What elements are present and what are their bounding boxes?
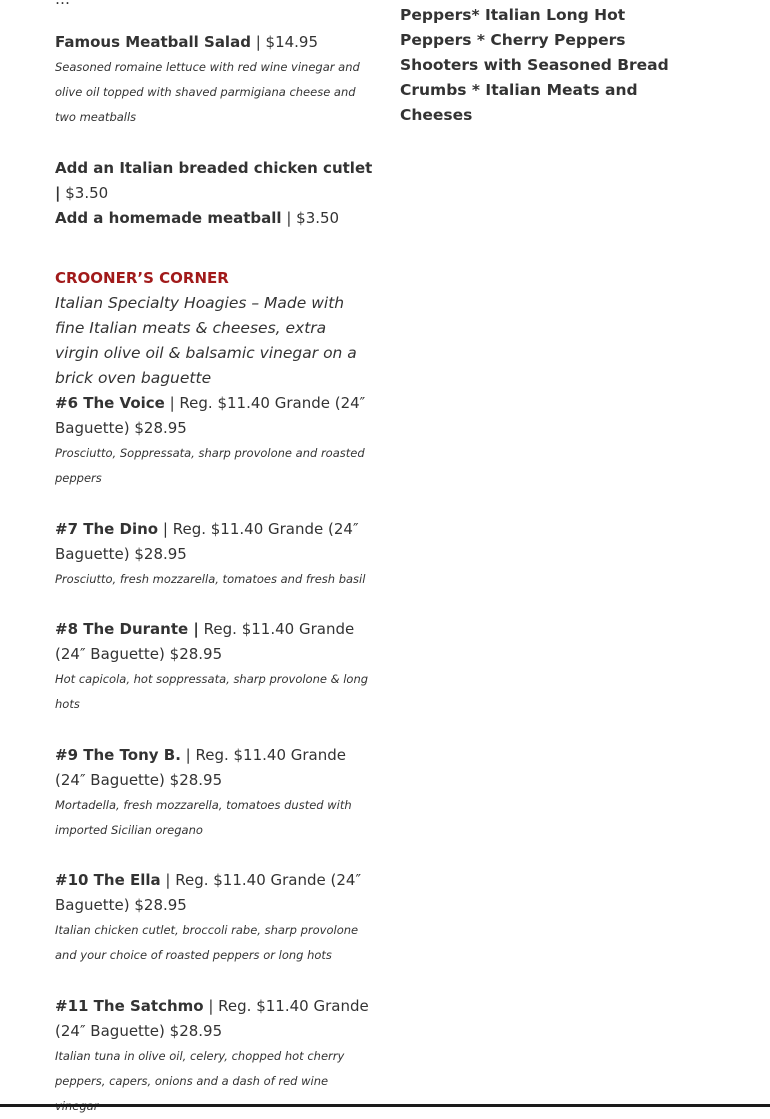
menu-item <box>55 743 373 843</box>
section-subtitle: Italian Specialty Hoagies – Made with fine Italian meats & cheeses, extra virgin olive oil & balsamic vinegar on a brick oven baguette <box>55 294 357 387</box>
item-name: #6 The Voice <box>55 394 165 412</box>
cut-off-line <box>55 0 70 12</box>
menu-item <box>55 868 373 968</box>
addons <box>55 156 373 231</box>
item-price: | Reg. $11.40 Grande (24″ Baguette) $28.95 <box>55 746 347 789</box>
menu-item <box>55 994 373 1119</box>
item-price: Reg. $11.40 Grande (24″ Baguette) $28.95 <box>55 620 355 663</box>
item-price: | $14.95 <box>250 33 319 51</box>
addon-item: Add a homemade meatball | $3.50 <box>55 209 340 227</box>
addon-item: Add an Italian breaded chicken cutlet | $3.50 <box>55 159 373 202</box>
item-description: Italian tuna in olive oil, celery, chopped hot cherry peppers, capers, onions and a dash of red wine <box>55 1049 345 1088</box>
menu-item <box>55 391 373 491</box>
item-price: | Reg. $11.40 Grande (24″ Baguette) $28.95 <box>55 520 359 563</box>
crooners-section <box>55 266 373 391</box>
item-name: #9 The Tony B. <box>55 746 181 764</box>
item-description: Hot capicola, hot soppressata, sharp provolone & long hots <box>55 672 369 711</box>
item-description: Mortadella, fresh mozzarella, tomatoes dusted with imported Sicilian oregano <box>55 798 352 837</box>
item-name: #10 The Ella <box>55 871 161 889</box>
item-price: | Reg. $11.40 Grande (24″ Baguette) $28.95 <box>55 871 362 914</box>
salad-item <box>55 30 373 130</box>
right-column-text: Peppers* Italian Long Hot Peppers * Cherry Peppers Shooters with Seasoned Bread Crumbs * Italian Meats and Cheeses <box>400 6 669 124</box>
item-name: #8 The Durante | <box>55 620 199 638</box>
item-description: Prosciutto, fresh mozzarella, tomatoes and fresh basil <box>55 572 366 586</box>
item-name: #7 The Dino <box>55 520 159 538</box>
item-price: | Reg. $11.40 Grande (24″ Baguette) $28.95 <box>55 997 369 1040</box>
item-description: Prosciutto, Soppressata, sharp provolone and roasted peppers <box>55 446 365 485</box>
section-title: CROONER’S CORNER <box>55 269 229 287</box>
item-description: Seasoned romaine lettuce with red wine vinegar and olive oil topped with shaved parmigiana cheese and two meatballs <box>55 60 360 124</box>
item-price: | Reg. $11.40 Grande (24″ Baguette) $28.95 <box>55 394 366 437</box>
item-description: Italian chicken cutlet, broccoli rabe, sharp provolone and your choice of roasted peppers or long hots <box>55 923 359 962</box>
menu-item <box>55 617 373 717</box>
item-name: Famous Meatball Salad <box>55 33 251 51</box>
menu-item <box>55 517 373 592</box>
item-name: #11 The Satchmo <box>55 997 204 1015</box>
